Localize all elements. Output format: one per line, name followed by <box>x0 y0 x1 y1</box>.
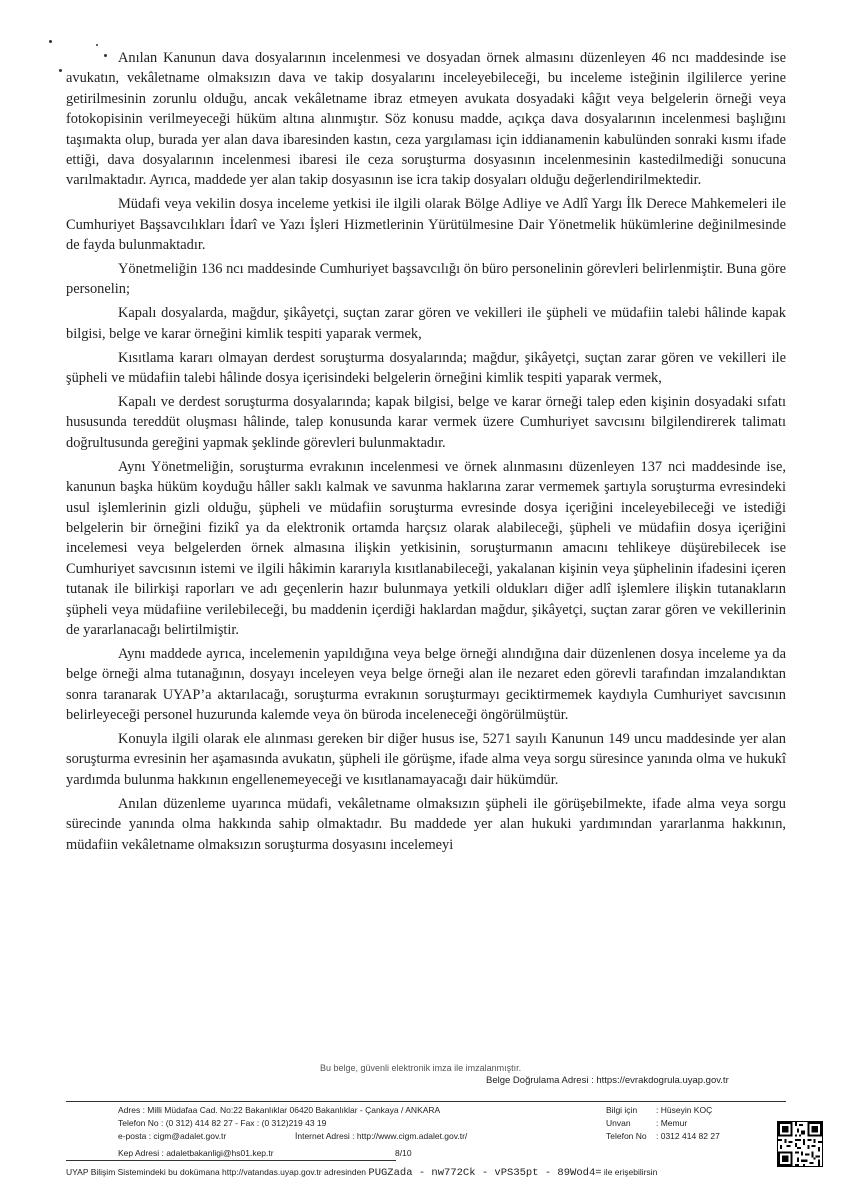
uyap-suffix: ile erişebilirsin <box>603 1167 658 1177</box>
paragraph: Kapalı ve derdest soruşturma dosyalarında; kapak bilgisi, belge ve karar örneği talep eden kişinin dosyadaki sıfatı hususunda tereddüt oluşması hâlinde, talep konusunda karar vermek üzere Cumhuriyet savcısını bilgilendirerek talimatı doğrultusunda gereğini yapmak şeklinde görevleri bulunmaktadır. <box>66 394 786 451</box>
document-body <box>66 48 786 858</box>
footer-phone: Telefon No : (0 312) 414 82 27 - Fax : (0 312)219 43 19 <box>118 1118 327 1128</box>
paragraph: Kapalı dosyalarda, mağdur, şikâyetçi, suçtan zarar gören ve vekilleri ile şüpheli ve müdafiin talebi hâlinde kapak bilgisi, belge ve karar örneğini kimlik tespiti yaparak vermek, <box>66 305 786 342</box>
footer-divider <box>66 1160 396 1161</box>
scan-speck <box>96 44 98 46</box>
paragraph: Anılan Kanunun dava dosyalarının incelenmesi ve dosyadan örnek almasını düzenleyen 46 ncı maddesinde ise avukatın, vekâletname olmaksızın dava ve takip dosyalarını inceleyebileceği, bu inceleme isteğinin ilgililerce yerine getirilmesinin zorunlu olduğu, ancak vekâletname ibraz etmeyen avukata dosyadaki kâğıt veya belgelerin örneği veya fotokopisinin verilmeyeceği hüküm altına alınmıştır. Söz konusu madde, açıkça dava dosyalarının incelenmesi başlığını taşımakta olup, burada yer alan dava ibaresinden kastın, ceza yargılaması için iddianamenin kabulünden sonraki kısmı ifade ettiği, dava dosyalarının incelenmesi ibaresi ile ceza soruşturma dosyasının incelenmesinin kastedilmediği sonucuna varılmaktadır. Ayrıca, maddede yer alan takip dosyasının ise icra takip dosyaları olduğu değerlendirilmektedir. <box>66 50 786 189</box>
footer-kep[interactable]: Kep Adresi : adaletbakanligi@hs01.kep.tr <box>118 1148 274 1158</box>
qr-code-icon <box>777 1121 823 1167</box>
title-label: Unvan <box>606 1118 631 1128</box>
uyap-code: PUGZada - nw772Ck - vPS35pt - 89Wod4= <box>368 1167 602 1179</box>
info-label: Bilgi için <box>606 1105 638 1115</box>
footer-email[interactable]: e-posta : cigm@adalet.gov.tr <box>118 1131 227 1141</box>
uyap-prefix: UYAP Bilişim Sistemindeki bu dokümana http://vatandas.uyap.gov.tr adresinden <box>66 1167 367 1177</box>
document-footer <box>66 1101 786 1160</box>
paragraph: Kısıtlama kararı olmayan derdest soruşturma dosyalarında; mağdur, şikâyetçi, suçtan zarar gören ve vekilleri ile şüpheli ve müdafiin talebi hâlinde dosya içerisindeki belgelerin örneğini kimlik tespiti yaparak vermek, <box>66 349 786 387</box>
info-value: : Hüseyin KOÇ <box>656 1105 713 1115</box>
uyap-access-line <box>66 1167 657 1179</box>
footer-address: Adres : Milli Müdafaa Cad. No:22 Bakanlıklar 06420 Bakanlıklar - Çankaya / ANKARA <box>118 1105 441 1115</box>
verification-address[interactable]: Belge Doğrulama Adresi : https://evrakdogrula.uyap.gov.tr <box>486 1075 729 1086</box>
paragraph: Yönetmeliğin 136 ncı maddesinde Cumhuriyet başsavcılığı ön büro personelinin görevleri belirlenmiştir. Buna göre personelin; <box>66 261 786 298</box>
paragraph: Anılan düzenleme uyarınca müdafi, vekâletname olmaksızın şüpheli ile görüşebilmekte, ifade alma veya sorgu sürecinde yanında olma hakkında sahip olmaktadır. Bu maddede yer alan hukuki yardımından yararlanma hakkının, müdafiin vekâletname olmaksızın soruşturma dosyasını incelemeyi <box>66 795 786 853</box>
scan-speck <box>59 69 62 72</box>
paragraph: Müdafi veya vekilin dosya inceleme yetkisi ile ilgili olarak Bölge Adliye ve Adlî Yargı İlk Derece Mahkemeleri ile Cumhuriyet Başsavcılıkları İdarî ve Yazı İşleri Hizmetlerinin Yürütülmesine Dair Yönetmelik hükümlerine değinilmesinde de fayda bulunmaktadır. <box>66 196 786 254</box>
page-number: 8/10 <box>395 1148 412 1158</box>
scan-speck <box>49 40 52 43</box>
phone2-label: Telefon No <box>606 1131 647 1141</box>
footer-internet[interactable]: İnternet Adresi : http://www.cigm.adalet.gov.tr/ <box>295 1131 468 1141</box>
paragraph: Aynı Yönetmeliğin, soruşturma evrakının incelenmesi ve örnek alınmasını düzenleyen 137 nci maddesinde ise, kanunun başka hüküm koyduğu hâller saklı kalmak ve savunma haklarına zarar vermemek şartıyla soruşturma evresindeki usul işlemlerinin gizli olduğu, şüpheli ve müdafiin soruşturma evresinde dosya içeriğini inceleyebileceği ve istediği belgelerin bir örneğini fizikî ya da elektronik ortamda harçsız olarak alabileceği, şüpheli ve müdafiin dosya içeriğini incelemesi veya belgelerden örnek almasına ilişkin yetkisinin, soruşturmanın amacını tehlikeye düşürebilecek ise Cumhuriyet savcısının istemi ve ilgili hâkimin kararıyla kısıtlanabileceği, yakalanan kişinin veya şüphelinin ifadesini içeren tutanak ile bilirkişi raporları ve adı geçenlerin hazır bulunmaya yetkili oldukları diğer adlî işlemlere ilişkin tutanakların şüpheli veya müdafiine verilebileceği, bu maddenin içerdiği haklardan mağdur, şikâyetçi, suçtan zarar gören ve vekillerinin de yararlanacağı belirtilmiştir. <box>66 458 786 638</box>
e-signature-note: Bu belge, güvenli elektronik imza ile imzalanmıştır. <box>320 1063 522 1073</box>
title-value: : Memur <box>656 1118 688 1128</box>
phone2-value: : 0312 414 82 27 <box>656 1131 720 1141</box>
paragraph: Aynı maddede ayrıca, incelemenin yapıldığına veya belge örneği alındığına dair düzenlenen dosya inceleme ya da belge örneği alma tutanağının, dosyayı inceleyen veya belge örneği alan ile nezaret eden görevli tarafından imzalandıktan sonra taranarak UYAP’a aktarılacağı, soruşturma evrakının soruşturmayı geciktirmemek kaydıyla Cumhuriyet savcısının belirleyeceği personel huzurunda kalemde veya ön büroda inceleneceği öngörülmüştür. <box>66 645 786 724</box>
paragraph: Konuyla ilgili olarak ele alınması gereken bir diğer husus ise, 5271 sayılı Kanunun 149 uncu maddesinde yer alan soruşturma evresinin her aşamasında avukatın, şüpheli ile görüşme, ifade alma veya sorgu süresince yanında olma ve hukukî yardımda bulunma hakkının engellenemeyeceği ve kısıtlanamayacağı dair hükümdür. <box>66 731 786 788</box>
